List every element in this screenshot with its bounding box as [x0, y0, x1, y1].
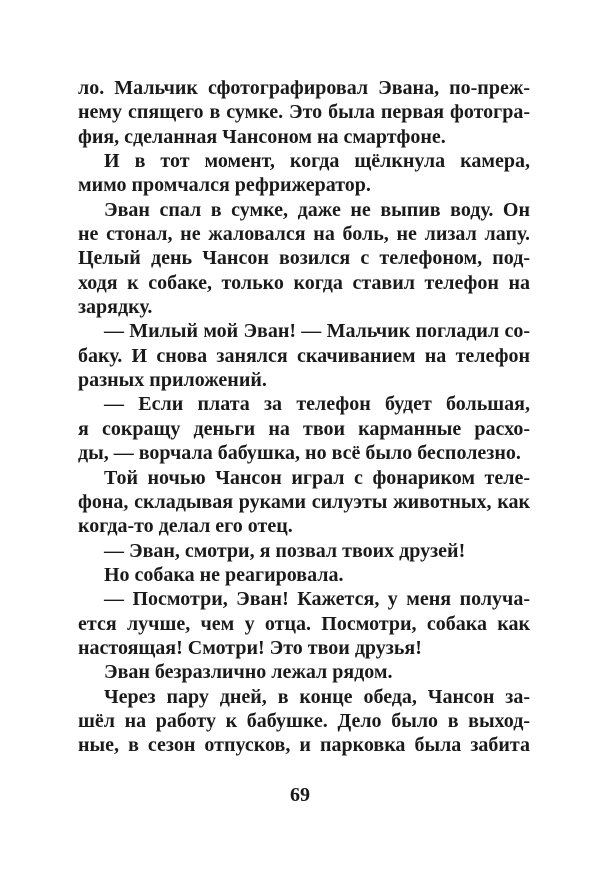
text-line: я сокращу деньги на твои карманные расхо- [78, 417, 530, 440]
text-line: настоящая! Смотри! Это твои друзья! [78, 636, 422, 659]
text-line: Но собака не реагировала. [104, 563, 344, 586]
text-line: не стонал, не жаловался на боль, не лизал лапу. [78, 223, 530, 246]
text-line: фона, складывая руками силуэты животных, как [78, 490, 530, 513]
text-line: — Посмотри, Эван! Кажется, у меня получа- [104, 588, 530, 611]
text-line: ло. Мальчик сфотографировал Эвана, по-преж- [78, 77, 530, 99]
text-line: мимо промчался рефрижератор. [78, 174, 371, 197]
text-line: баку. И снова занялся скачиванием на телефон [78, 344, 530, 367]
text-line: Целый день Чансон возился с телефоном, под- [78, 247, 530, 270]
text-line: — Эван, смотри, я позвал твоих друзей! [104, 539, 466, 562]
text-line: ные, в сезон отпусков, и парковка была забита [78, 734, 530, 757]
text-line: фия, сделанная Чансоном на смартфоне. [78, 125, 446, 148]
text-line: когда-то делал его отец. [78, 515, 293, 538]
text-line: — Если плата за телефон будет большая, [104, 393, 530, 416]
text-line: Той ночью Чансон играл с фонариком теле- [104, 466, 530, 489]
text-line: нему спящего в сумке. Это была первая фотогра- [78, 101, 530, 124]
page-number: 69 [290, 784, 310, 806]
text-line: Через пару дней, в конце обеда, Чансон за- [104, 685, 530, 708]
text-line: — Милый мой Эван! — Мальчик погладил со- [104, 320, 530, 343]
text-line: ды, — ворчала бабушка, но всё было бесполезно. [78, 442, 521, 465]
text-line: разных приложений. [78, 369, 267, 392]
text-line: ется лучше, чем у отца. Посмотри, собака как [78, 612, 530, 635]
text-line: Эван спал в сумке, даже не выпив воду. Он [104, 198, 530, 221]
text-line: И в тот момент, когда щёлкнула камера, [104, 150, 530, 173]
text-line: ходя к собаке, только когда ставил телефон на [78, 271, 530, 294]
text-line: Эван безразлично лежал рядом. [104, 661, 393, 684]
text-line: шёл на работу к бабушке. Дело было в выход- [78, 709, 530, 732]
page-body-text [78, 76, 530, 758]
text-line: зарядку. [78, 296, 153, 319]
